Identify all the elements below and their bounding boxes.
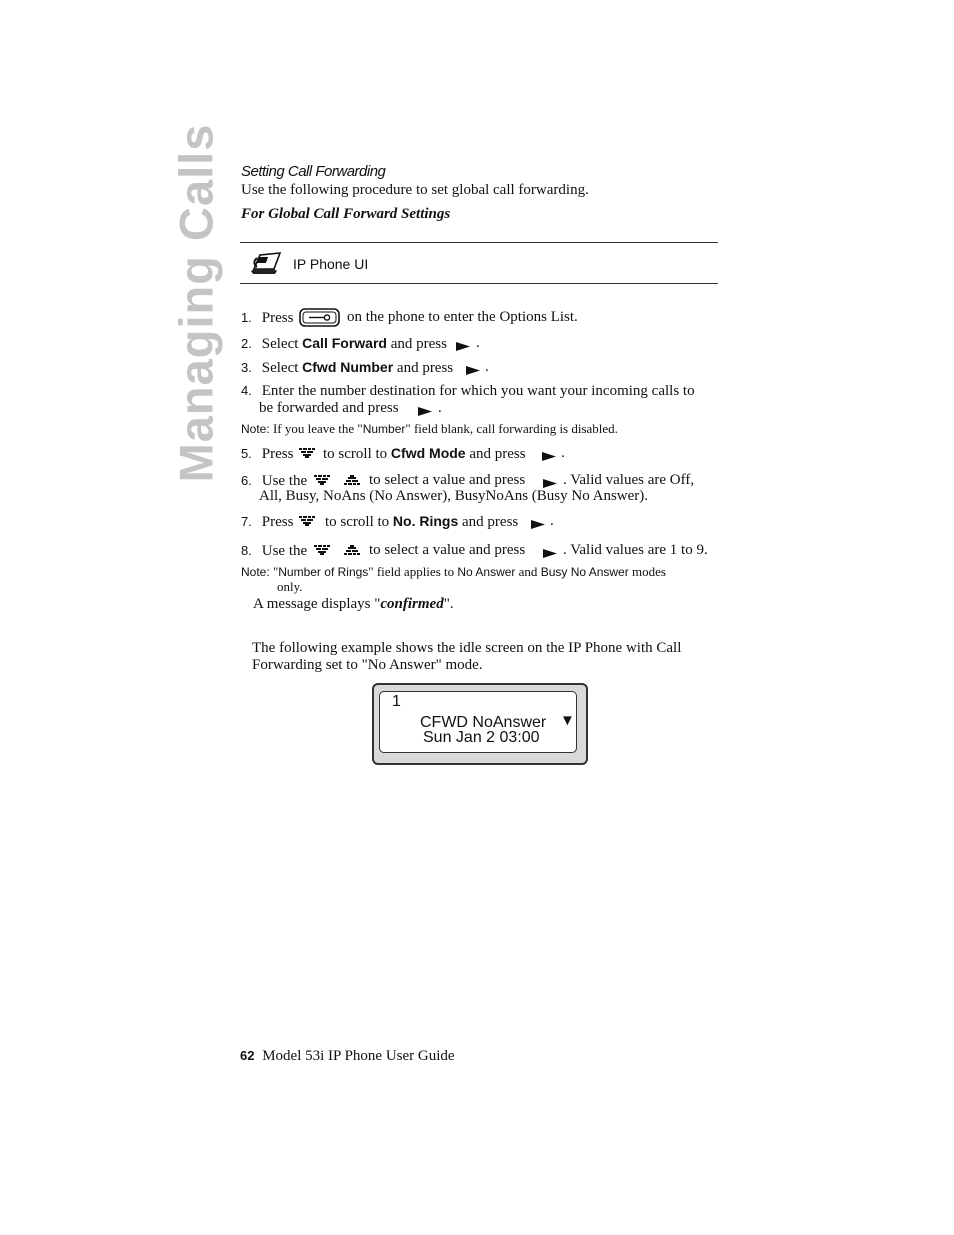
- step-number: 3.: [241, 360, 252, 375]
- options-key-icon: [299, 308, 340, 327]
- step-text: Select: [261, 336, 299, 352]
- step-8-tail: to select a value and press: [369, 542, 526, 558]
- phone-icon: [248, 249, 284, 277]
- step-text: Press: [261, 514, 294, 530]
- step-3: [241, 359, 453, 377]
- step-text: to scroll to: [323, 446, 388, 462]
- menu-keyword: No. Rings: [392, 513, 459, 529]
- lcd-cfwd-status: CFWD NoAnswer: [420, 714, 547, 731]
- step-5-tail: [323, 445, 526, 463]
- bottom-rule: [240, 283, 718, 284]
- procedure-title: For Global Call Forward Settings: [241, 206, 451, 222]
- note-keyword: No Answer: [457, 565, 516, 579]
- step-5-end: .: [561, 445, 565, 461]
- note-keyword: Number of Rings: [278, 565, 369, 579]
- note-text: ": [272, 564, 279, 579]
- step-2: [241, 335, 447, 353]
- step-1-tail: on the phone to enter the Options List.: [347, 309, 578, 325]
- lcd-display: [379, 691, 577, 753]
- guide-title: Model 53i IP Phone User Guide: [262, 1048, 455, 1064]
- message-emphasis: confirmed: [380, 596, 444, 612]
- step-text: Press: [261, 446, 294, 462]
- lcd-line-number: 1: [392, 693, 401, 710]
- step-6-line-2: All, Busy, NoAns (No Answer), BusyNoAns (Busy No Answer).: [259, 488, 649, 504]
- right-arrow-key-icon: [465, 365, 481, 376]
- message-text: A message displays ": [253, 596, 381, 612]
- note-text: " field blank, call forwarding is disabled.: [405, 421, 618, 436]
- note-1: [241, 421, 618, 437]
- down-arrow-key-icon: [298, 447, 316, 459]
- step-text: Use the: [261, 473, 308, 489]
- right-arrow-key-icon: [541, 451, 557, 462]
- step-6-values: . Valid values are Off,: [563, 472, 695, 488]
- step-text: Enter the number destination for which you want your incoming calls to: [261, 383, 695, 399]
- menu-keyword: Call Forward: [302, 335, 387, 351]
- step-text: Select: [261, 360, 299, 376]
- step-text: Press: [261, 310, 294, 326]
- ui-label: IP Phone UI: [293, 256, 369, 272]
- note-text: " field applies to: [368, 564, 455, 579]
- menu-keyword: Cfwd Number: [302, 359, 394, 375]
- step-text: to scroll to: [325, 514, 390, 530]
- page-number: 62: [240, 1048, 255, 1063]
- step-5: [241, 445, 293, 463]
- note-2-line-2: only.: [277, 579, 303, 594]
- right-arrow-key-icon: [542, 548, 558, 559]
- step-1: [241, 309, 293, 327]
- up-arrow-key-icon: [343, 544, 361, 556]
- step-4-end: .: [438, 400, 442, 416]
- note-2: [241, 564, 666, 580]
- intro-text: Use the following procedure to set global call forwarding.: [241, 182, 589, 198]
- step-8: [241, 542, 307, 560]
- note-text: and: [518, 564, 538, 579]
- step-text: and press: [462, 514, 519, 530]
- phone-idle-screen: [372, 683, 588, 765]
- note-label: Note:: [241, 422, 270, 436]
- lcd-date-time: Sun Jan 2 03:00: [423, 729, 540, 746]
- down-arrow-key-icon: [313, 544, 331, 556]
- step-8-values: . Valid values are 1 to 9.: [563, 542, 708, 558]
- menu-keyword: Cfwd Mode: [390, 445, 466, 461]
- step-4-line-2: be forwarded and press: [259, 400, 399, 416]
- section-title: Setting Call Forwarding: [241, 163, 386, 180]
- side-chapter-title: [166, 123, 226, 483]
- note-text: If you leave the ": [272, 421, 363, 436]
- step-6-tail: to select a value and press: [369, 472, 526, 488]
- note-keyword: Number: [362, 422, 406, 436]
- step-number: 7.: [241, 514, 252, 529]
- step-number: 4.: [241, 383, 252, 398]
- step-text: Use the: [261, 543, 308, 559]
- step-text: and press: [396, 360, 454, 376]
- up-arrow-key-icon: [343, 474, 361, 486]
- step-text: and press: [469, 446, 526, 462]
- side-chapter-title-text: Managing Calls: [169, 123, 223, 483]
- step-number: 1.: [241, 310, 252, 325]
- step-number: 2.: [241, 336, 252, 351]
- top-rule: [240, 242, 718, 243]
- step-number: 6.: [241, 473, 252, 488]
- step-7: [241, 513, 293, 531]
- note-label: Note:: [241, 565, 270, 579]
- example-line-2: Forwarding set to "No Answer" mode.: [252, 657, 483, 673]
- page-footer: [240, 1047, 455, 1065]
- note-text: modes: [631, 564, 666, 579]
- step-number: 8.: [241, 543, 252, 558]
- step-3-end: .: [485, 359, 489, 375]
- right-arrow-key-icon: [530, 519, 546, 530]
- lcd-scroll-down-icon: ▼: [560, 712, 575, 729]
- example-line-1: The following example shows the idle screen on the IP Phone with Call: [252, 640, 682, 656]
- confirmation-message: [253, 596, 454, 613]
- right-arrow-key-icon: [455, 341, 471, 352]
- step-7-end: .: [550, 513, 554, 529]
- right-arrow-key-icon: [417, 406, 433, 417]
- down-arrow-key-icon: [298, 515, 316, 527]
- down-arrow-key-icon: [313, 474, 331, 486]
- step-4: [241, 382, 695, 400]
- note-keyword: Busy No Answer: [540, 565, 629, 579]
- step-2-end: .: [476, 335, 480, 351]
- step-7-tail: [325, 513, 518, 531]
- step-text: and press: [390, 336, 447, 352]
- message-text: ".: [443, 596, 454, 612]
- step-number: 5.: [241, 446, 252, 461]
